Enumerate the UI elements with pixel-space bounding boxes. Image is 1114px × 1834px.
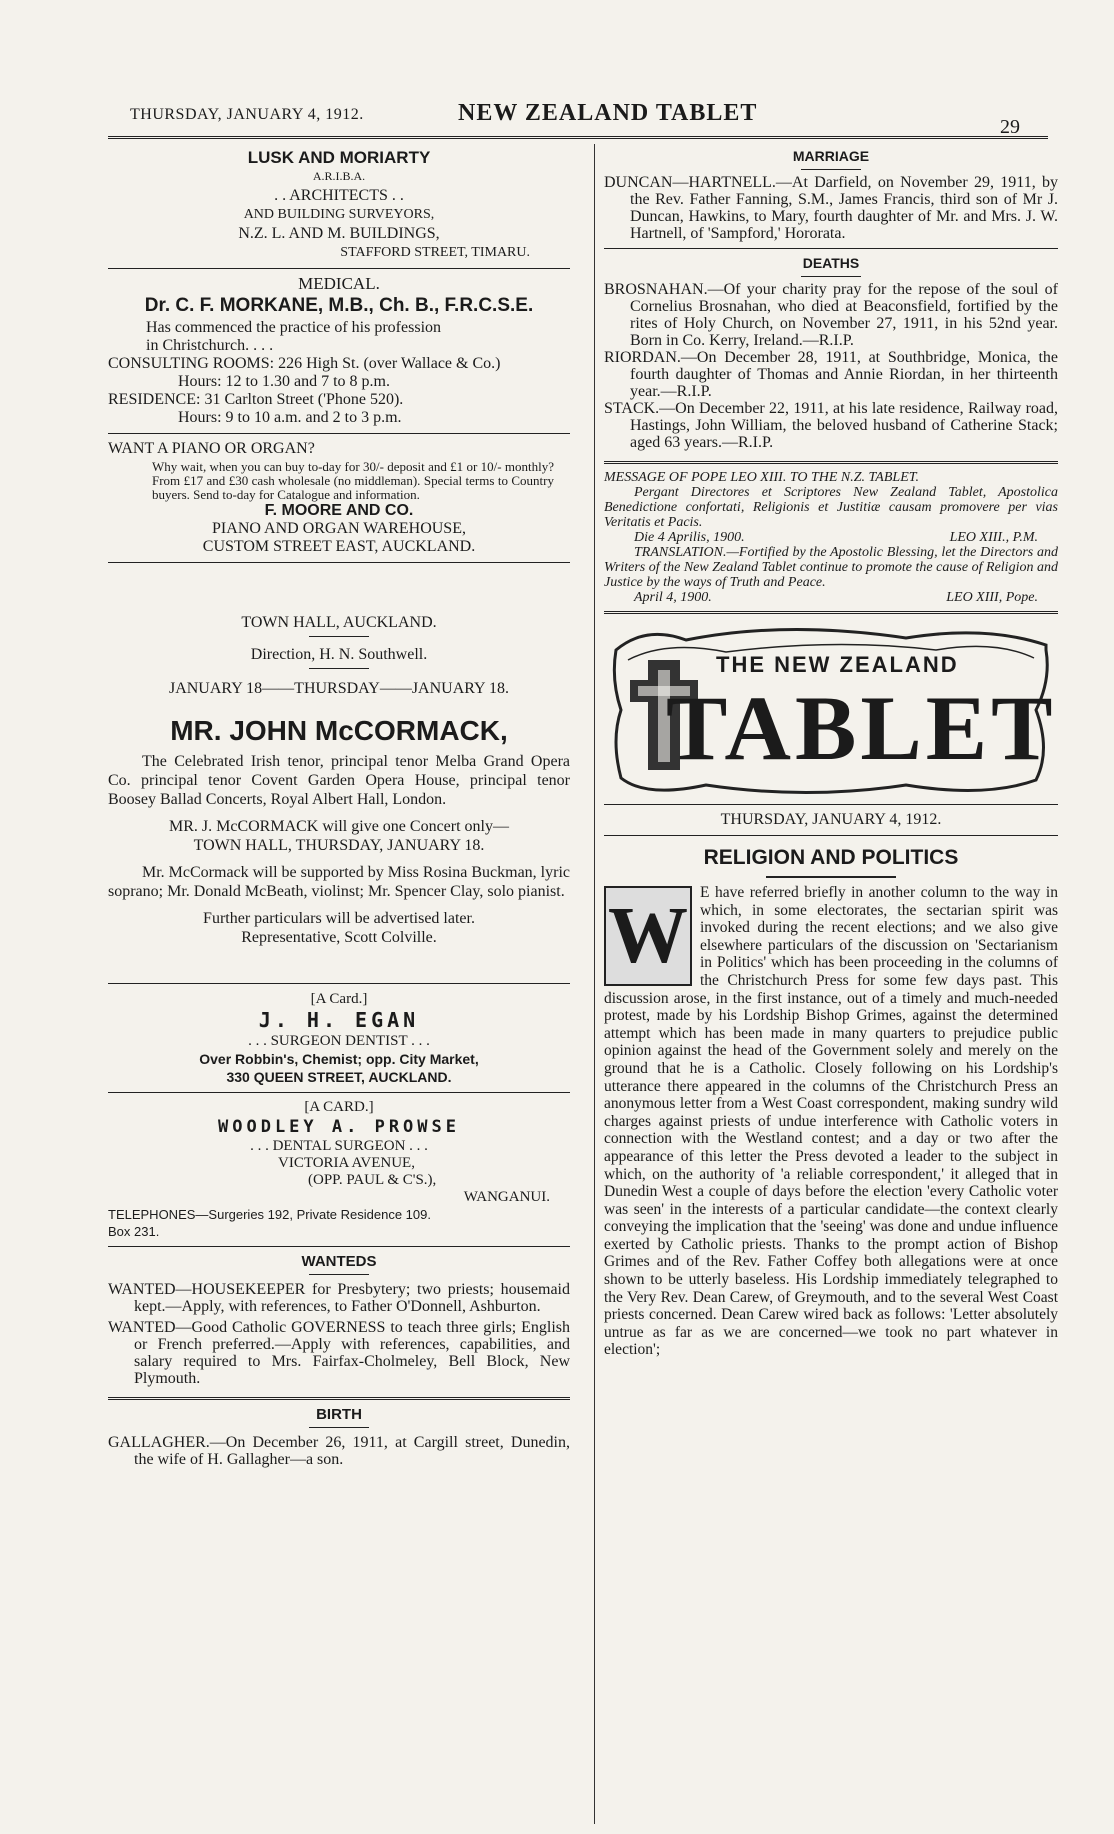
section-heading: WANTEDS bbox=[301, 1253, 377, 1270]
medical-ad bbox=[108, 275, 570, 427]
deaths-section bbox=[604, 255, 1058, 451]
drop-cap-letter: W bbox=[608, 892, 688, 980]
message-heading: MESSAGE OF POPE LEO XIII. TO THE N.Z. TABLET. bbox=[604, 470, 919, 485]
dentist-name: WOODLEY A. PROWSE bbox=[218, 1117, 460, 1137]
ad-line: Over Robbin's, Chemist; opp. City Market, bbox=[199, 1051, 479, 1067]
divider bbox=[604, 248, 1058, 249]
tablet-masthead bbox=[606, 620, 1056, 800]
piano-ad bbox=[108, 440, 570, 556]
short-rule bbox=[309, 1427, 369, 1428]
card-label: [A Card.] bbox=[310, 991, 368, 1007]
divider bbox=[604, 804, 1058, 805]
divider bbox=[604, 835, 1058, 836]
divider bbox=[108, 983, 570, 984]
ad-line: CUSTOM STREET EAST, AUCKLAND. bbox=[202, 538, 476, 555]
ad-line: Has commenced the practice of his profession bbox=[146, 319, 442, 336]
performer-desc: The Celebrated Irish tenor, principal tenor Melba Grand Opera Co. principal tenor Covent Garden Opera House, principal tenor Boosey Ballad Concerts, Royal Albert Hall, London. bbox=[108, 753, 570, 808]
ad-heading: WANT A PIANO OR ORGAN? bbox=[108, 440, 315, 457]
pope-message bbox=[604, 470, 1058, 605]
performer-name: MR. JOHN McCORMACK, bbox=[170, 715, 508, 746]
prowse-card bbox=[108, 1099, 570, 1240]
support-line: Mr. McCormack will be supported by Miss Rosina Buckman, lyric soprano; Mr. Donald McBeath, violinst; Mr. Spencer Clay, solo pianist. bbox=[108, 864, 570, 900]
newspaper-title: NEW ZEALAND TABLET bbox=[458, 100, 758, 126]
ad-body: Why wait, when you can buy to-day for 30/- deposit and £1 or 10/- monthly? From £17 and £30 cash wholesale (no middleman). Special terms to Country buyers. Send to-day for Catalogue and information. bbox=[152, 459, 554, 502]
masthead-title: TABLET bbox=[666, 677, 1057, 779]
latin-text: Pergant Directores et Scriptores New Zealand Tablet, Apostolica Benedictione confortati, Religionis et Justitiæ causam promovere per vias Veritatis et Pacis. bbox=[604, 485, 1058, 530]
ad-heading: MEDICAL. bbox=[298, 274, 380, 293]
ad-line: Box 231. bbox=[108, 1224, 160, 1239]
death-notice: RIORDAN.—On December 28, 1911, at Southbridge, Monica, the fourth daughter of Thomas and Annie Riordan, in her thirteenth year.—R.I.P. bbox=[604, 349, 1058, 400]
birth-section bbox=[108, 1406, 570, 1468]
translation-text: TRANSLATION.—Fortified by the Apostolic Blessing, let the Directors and Writers of the New Zealand Tablet continue to promote the cause of Religion and Justice by the ways of Truth and Peace. bbox=[604, 545, 1058, 590]
masthead-top: THE NEW ZEALAND bbox=[716, 652, 959, 677]
ad-line: PIANO AND ORGAN WAREHOUSE, bbox=[212, 520, 466, 537]
latin-date: Die 4 Aprilis, 1900. bbox=[634, 530, 745, 545]
divider bbox=[604, 611, 1058, 614]
ad-line: . . ARCHITECTS . . bbox=[274, 187, 404, 204]
page-header bbox=[108, 98, 1052, 138]
header-date: THURSDAY, JANUARY 4, 1912. bbox=[130, 106, 364, 123]
card-label: [A CARD.] bbox=[304, 1099, 374, 1115]
divider bbox=[108, 1397, 570, 1400]
town-hall-ad bbox=[108, 613, 570, 947]
firm-name: F. MOORE AND CO. bbox=[264, 502, 414, 519]
dateline: THURSDAY, JANUARY 4, 1912. bbox=[720, 811, 942, 828]
ad-line: in Christchurch. . . . bbox=[146, 337, 274, 354]
ad-line: VICTORIA AVENUE, bbox=[278, 1155, 415, 1171]
header-rule bbox=[108, 136, 1048, 139]
birth-notice: GALLAGHER.—On December 26, 1911, at Cargill street, Dunedin, the wife of H. Gallagher—a son. bbox=[108, 1434, 570, 1468]
venue: TOWN HALL, AUCKLAND. bbox=[241, 614, 437, 631]
ad-line: N.Z. L. AND M. BUILDINGS, bbox=[238, 225, 440, 242]
divider bbox=[108, 268, 570, 269]
ad-line: 330 QUEEN STREET, AUCKLAND. bbox=[226, 1069, 452, 1085]
dentist-name: J. H. EGAN bbox=[258, 1008, 420, 1032]
ad-line: STAFFORD STREET, TIMARU. bbox=[340, 245, 530, 260]
short-rule bbox=[309, 636, 369, 637]
classified-ad: WANTED—HOUSEKEEPER for Presbytery; two priests; housemaid kept.—Apply, with references, to Father O'Donnell, Ashburton. bbox=[108, 1281, 570, 1315]
ad-line: Hours: 9 to 10 a.m. and 2 to 3 p.m. bbox=[178, 409, 402, 426]
doctor-name: Dr. C. F. MORKANE, M.B., Ch. B., F.R.C.S.E. bbox=[144, 295, 534, 316]
translation-signature: LEO XIII, Pope. bbox=[946, 590, 1038, 605]
column-divider bbox=[594, 144, 595, 1824]
left-column bbox=[108, 148, 570, 1468]
divider bbox=[108, 1246, 570, 1247]
concert-date: JANUARY 18——THURSDAY——JANUARY 18. bbox=[168, 680, 510, 697]
ad-line: . . . DENTAL SURGEON . . . bbox=[250, 1138, 428, 1154]
section-heading: BIRTH bbox=[316, 1406, 362, 1423]
short-rule bbox=[309, 1274, 369, 1275]
concert-line: TOWN HALL, THURSDAY, JANUARY 18. bbox=[193, 837, 485, 854]
representative: Representative, Scott Colville. bbox=[241, 929, 437, 946]
article-body: E have referred briefly in another column to the way in which, in some electorates, the sectarian spirit was invoked during the recent elections; and we also give elsewhere particulars of the discussion on 'Sectarianism in Politics' which has been proceeding in the columns of the Christchurch Press for some few days past. This discussion arose, in the first instance, out of a timely and much-needed protest, made by his Lordship Bishop Grimes, against the determined attempt which has been made in many quarters to prejudice public opinion against the head of the Government solely and merely on the ground that he is a Catholic. Closely following on his Lordship's utterance there appeared in the columns of the Christchurch Press an anonymous letter from a West Coast correspondent, making sundry wild charges against priests of undue interference with Catholic voters in connection with the Westland contest; and a day or two after the appearance of this letter the Press devoted a leader to the subject in which, on the authority of 'a reliable correspondent,' it alleged that in Dunedin West a couple of days before the election 'every Catholic voter was seen' in the interests of a particular candidate—the context clearly conveying the implication that the 'seeing' was done and undue influence exerted by Catholic priests. Thanks to the prompt action of Bishop Grimes and of the Rev. Father Coffey both allegations were at once shown to be utterly baseless. His Lordship immediately telegraphed to the Very Rev. Dean Carew, of Greymouth, and to the several West Coast priests concerned. Dean Carew wired back as follows: 'Letter absolutely untrue as far as we are concerned—we took no part whatever in election'; bbox=[604, 884, 1058, 1359]
ad-line: CONSULTING ROOMS: 226 High St. (over Wallace & Co.) bbox=[108, 355, 501, 372]
classified-ad: WANTED—Good Catholic GOVERNESS to teach three girls; English or French preferred.—Apply with references, capabilities, and salary required to Mrs. Fairfax-Cholmeley, Bell Block, New Plymouth. bbox=[108, 1319, 570, 1387]
editorial-article bbox=[604, 846, 1058, 1359]
divider bbox=[108, 562, 570, 563]
ad-line: WANGANUI. bbox=[463, 1189, 550, 1205]
article-title: RELIGION AND POLITICS bbox=[703, 846, 959, 869]
ad-line: Hours: 12 to 1.30 and 7 to 8 p.m. bbox=[178, 373, 390, 390]
ad-name: LUSK AND MORIARTY bbox=[247, 148, 431, 167]
death-notice: STACK.—On December 22, 1911, at his late residence, Railway road, Hastings, John William, the beloved husband of Catherine Stack; aged 63 years.—R.I.P. bbox=[604, 400, 1058, 451]
page-number: 29 bbox=[1000, 116, 1020, 138]
concert-line: MR. J. McCORMACK will give one Concert only— bbox=[169, 818, 509, 835]
divider bbox=[108, 433, 570, 434]
death-notice: BROSNAHAN.—Of your charity pray for the repose of the soul of Cornelius Brosnahan, who died at Beaconsfield, fortified by the rites of Holy Church, on November 27, 1911, in his 52nd year. Born in Co. Kerry, Ireland.—R.I.P. bbox=[604, 281, 1058, 349]
section-heading: DEATHS bbox=[802, 255, 860, 271]
ad-line: TELEPHONES—Surgeries 192, Private Residence 109. bbox=[108, 1207, 431, 1222]
lusk-moriarty-ad bbox=[108, 148, 570, 262]
divider bbox=[108, 1092, 570, 1093]
title-rule bbox=[766, 876, 896, 878]
section-heading: MARRIAGE bbox=[792, 148, 870, 164]
ad-line: (OPP. PAUL & C'S.), bbox=[308, 1172, 437, 1188]
short-rule bbox=[309, 668, 369, 669]
translation-date: April 4, 1900. bbox=[634, 590, 712, 605]
marriage-section bbox=[604, 148, 1058, 242]
divider bbox=[604, 461, 1058, 464]
ad-line: . . . SURGEON DENTIST . . . bbox=[248, 1033, 430, 1049]
marriage-notice: DUNCAN—HARTNELL.—At Darfield, on November 29, 1911, by the Rev. Father Fanning, S.M., James Francis, third son of Mr J. Duncan, Hawkins, to Mary, fourth daughter of Mr. and Mrs. J. W. Hartnell, of 'Sampford,' Hororata. bbox=[604, 174, 1058, 242]
short-rule bbox=[801, 169, 861, 170]
ad-line: RESIDENCE: 31 Carlton Street ('Phone 520). bbox=[108, 391, 404, 408]
ad-quals: A.R.I.B.A. bbox=[312, 169, 366, 183]
drop-cap bbox=[604, 886, 692, 986]
direction: Direction, H. N. Southwell. bbox=[250, 646, 428, 663]
latin-signature: LEO XIII., P.M. bbox=[949, 530, 1038, 545]
egan-card bbox=[108, 990, 570, 1086]
further-line: Further particulars will be advertised later. bbox=[203, 910, 475, 927]
wanteds-section bbox=[108, 1253, 570, 1387]
ad-line: AND BUILDING SURVEYORS, bbox=[243, 207, 435, 222]
right-column bbox=[604, 148, 1058, 1359]
short-rule bbox=[801, 276, 861, 277]
